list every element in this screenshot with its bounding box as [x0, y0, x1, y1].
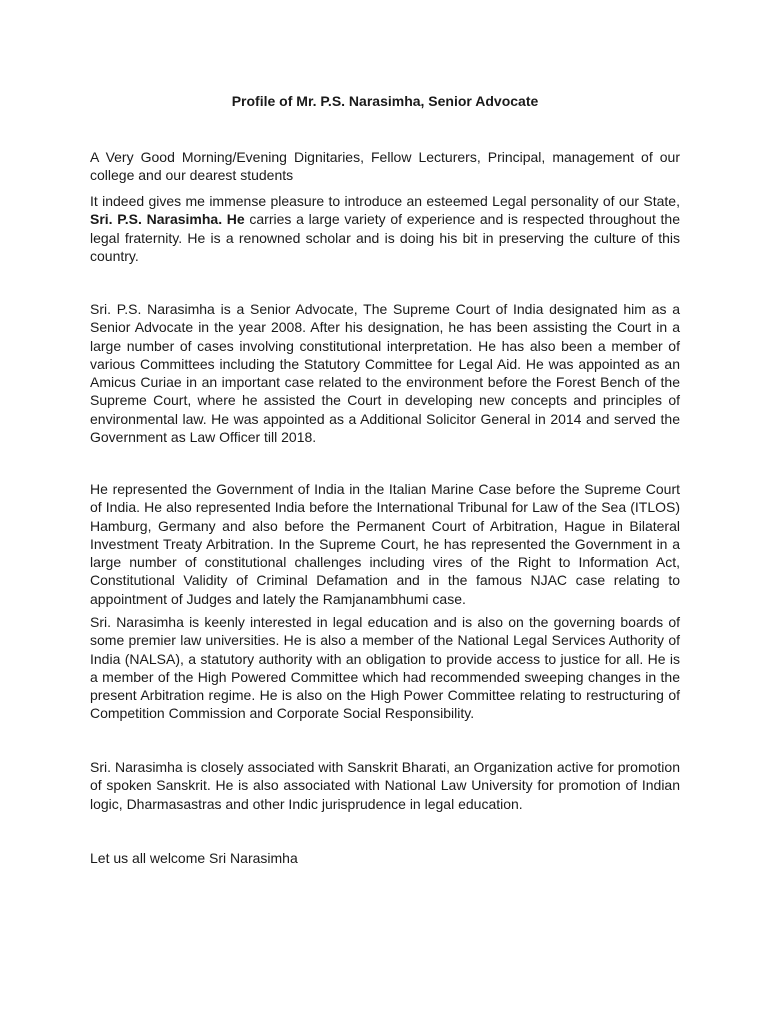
intro-paragraph — [90, 192, 680, 265]
cases-paragraph: He represented the Government of India in the Italian Marine Case before the Supreme Court of India. He also represented India before the International Tribunal for Law of the Sea (ITLOS) Hamburg, Germany and also before the Permanent Court of Arbitration, Hague in Bilateral Investment Treaty Arbitration. In the Supreme Court, he has represented the Government in a large number of constitutional challenges including vires of the Right to Information Act, Constitutional Validity of Criminal Defamation and in the famous NJAC case relating to appointment of Judges and lately the Ramjanambhumi case. — [90, 481, 680, 607]
greeting-paragraph: A Very Good Morning/Evening Dignitaries, Fellow Lecturers, Principal, management of our college and our dearest students — [90, 149, 680, 184]
closing-line: Let us all welcome Sri Narasimha — [90, 850, 298, 866]
intro-lead-text: It indeed gives me immense pleasure to introduce an esteemed Legal personality of our State, — [90, 193, 680, 209]
education-paragraph: Sri. Narasimha is keenly interested in legal education and is also on the governing boards of some premier law universities. He is also a member of the National Legal Services Authority of India (NALSA), a statutory authority with an obligation to provide access to justice for all. He is a member of the High Powered Committee which had recommended sweeping changes in the present Arbitration regime. He is also on the High Power Committee relating to restructuring of Competition Commission and Corporate Social Responsibility. — [90, 614, 680, 722]
sanskrit-paragraph: Sri. Narasimha is closely associated with Sanskrit Bharati, an Organization active for promotion of spoken Sanskrit. He is also associated with National Law University for promotion of Indian logic, Dharmasastras and other Indic jurisprudence in legal education. — [90, 759, 680, 812]
document-title: Profile of Mr. P.S. Narasimha, Senior Advocate — [231, 93, 539, 109]
career-paragraph: Sri. P.S. Narasimha is a Senior Advocate, The Supreme Court of India designated him as a Senior Advocate in the year 2008. After his designation, he has been assisting the Court in a large number of cases involving constitutional interpretation. He has also been a member of various Committees including the Statutory Committee for Legal Aid. He was appointed as an Amicus Curiae in an important case related to the environment before the Forest Bench of the Supreme Court, where he assisted the Court in developing new concepts and principles of environmental law. He was appointed as a Additional Solicitor General in 2014 and served the Government as Law Officer till 2018. — [90, 301, 680, 446]
intro-name-bold: Sri. P.S. Narasimha. He — [90, 211, 245, 228]
intro-rest-text: carries a large variety of experience and is respected throughout the legal fraternity. He is a renowned scholar and is doing his bit in preserving the culture of this country. — [90, 211, 681, 264]
